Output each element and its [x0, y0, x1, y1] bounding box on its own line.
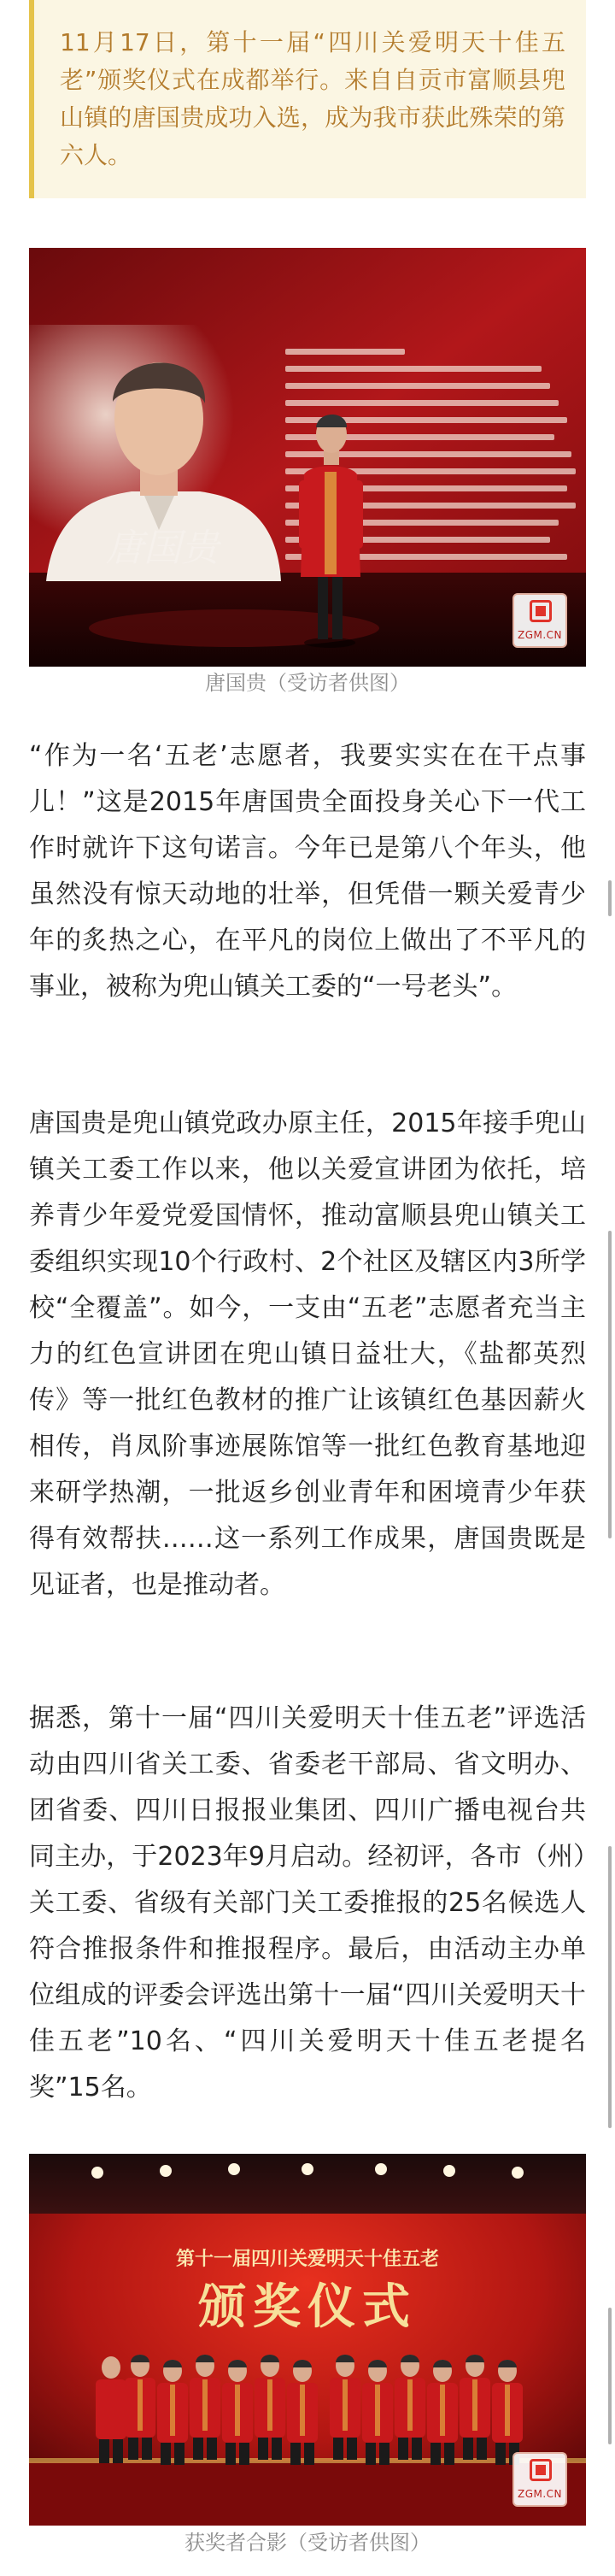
banner-main: 颁奖仪式	[198, 2279, 417, 2335]
portrait-photo-art	[29, 248, 586, 667]
lead-text: 11月17日，第十一届“四川关爱明天十佳五老”颁奖仪式在成都举行。来自自贡市富顺县兜山镇的唐国贵成功入选，成为我市获此殊荣的第六人。	[60, 28, 565, 169]
brush-name: 唐国贵	[106, 526, 219, 570]
portrait-photo[interactable]	[29, 248, 586, 667]
zgm-logo-text: ZGM.CN	[517, 2488, 563, 2500]
scroll-indicator[interactable]	[608, 880, 612, 916]
ceremony-caption: 获奖者合影（受访者供图）	[184, 2531, 430, 2555]
paragraph-1: “作为一名‘五老’志愿者，我要实实在在干点事儿！”这是2015年唐国贵全面投身关心下一代工作时就许下这句诺言。今年已是第八个年头，他虽然没有惊天动地的壮举，但凭借一颗关爱青少年的炙热之心，在平凡的岗位上做出了不平凡的事业，被称为兜山镇关工委的“一号老头”。	[29, 741, 586, 1002]
lead-box	[29, 0, 586, 198]
zgm-logo-icon	[530, 2459, 552, 2481]
scroll-indicator[interactable]	[608, 2308, 612, 2444]
zgm-watermark-logo-2	[512, 2452, 567, 2507]
zgm-watermark-logo	[512, 593, 567, 648]
zgm-logo-icon	[530, 600, 552, 622]
ceremony-photo[interactable]	[29, 2154, 586, 2526]
paragraph-2: 唐国贵是兜山镇党政办原主任，2015年接手兜山镇关工委工作以来，他以关爱宣讲团为依托，培养青少年爱党爱国情怀，推动富顺县兜山镇关工委组织实现10个行政村、2个社区及辖区内3所学校“全覆盖”。如今，一支由“五老”志愿者充当主力的红色宣讲团在兜山镇日益壮大，《盐都英烈传》等一批红色教材的推广让该镇红色基因薪火相传，肖凤阶事迹展陈馆等一批红色教育基地迎来研学热潮，一批返乡创业青年和困境青少年获得有效帮扶……这一系列工作成果，唐国贵既是见证者，也是推动者。	[29, 1109, 586, 1600]
ceremony-photo-art	[29, 2154, 586, 2526]
paragraph-3: 据悉，第十一届“四川关爱明天十佳五老”评选活动由四川省关工委、省委老干部局、省文明办、团省委、四川日报报业集团、四川广播电视台共同主办，于2023年9月启动。经初评，各市（州）关工委、省级有关部门关工委推报的25名候选人符合推报条件和推报程序。最后，由活动主办单位组成的评委会评选出第十一届“四川关爱明天十佳五老”10名、“四川关爱明天十佳五老提名奖”15名。	[29, 1703, 586, 2103]
portrait-caption: 唐国贵（受访者供图）	[205, 671, 410, 695]
scroll-indicator[interactable]	[608, 1846, 612, 2128]
banner-title: 第十一届四川关爱明天十佳五老	[175, 2249, 440, 2270]
scroll-indicator[interactable]	[608, 1231, 612, 1538]
zgm-logo-text: ZGM.CN	[517, 629, 563, 641]
